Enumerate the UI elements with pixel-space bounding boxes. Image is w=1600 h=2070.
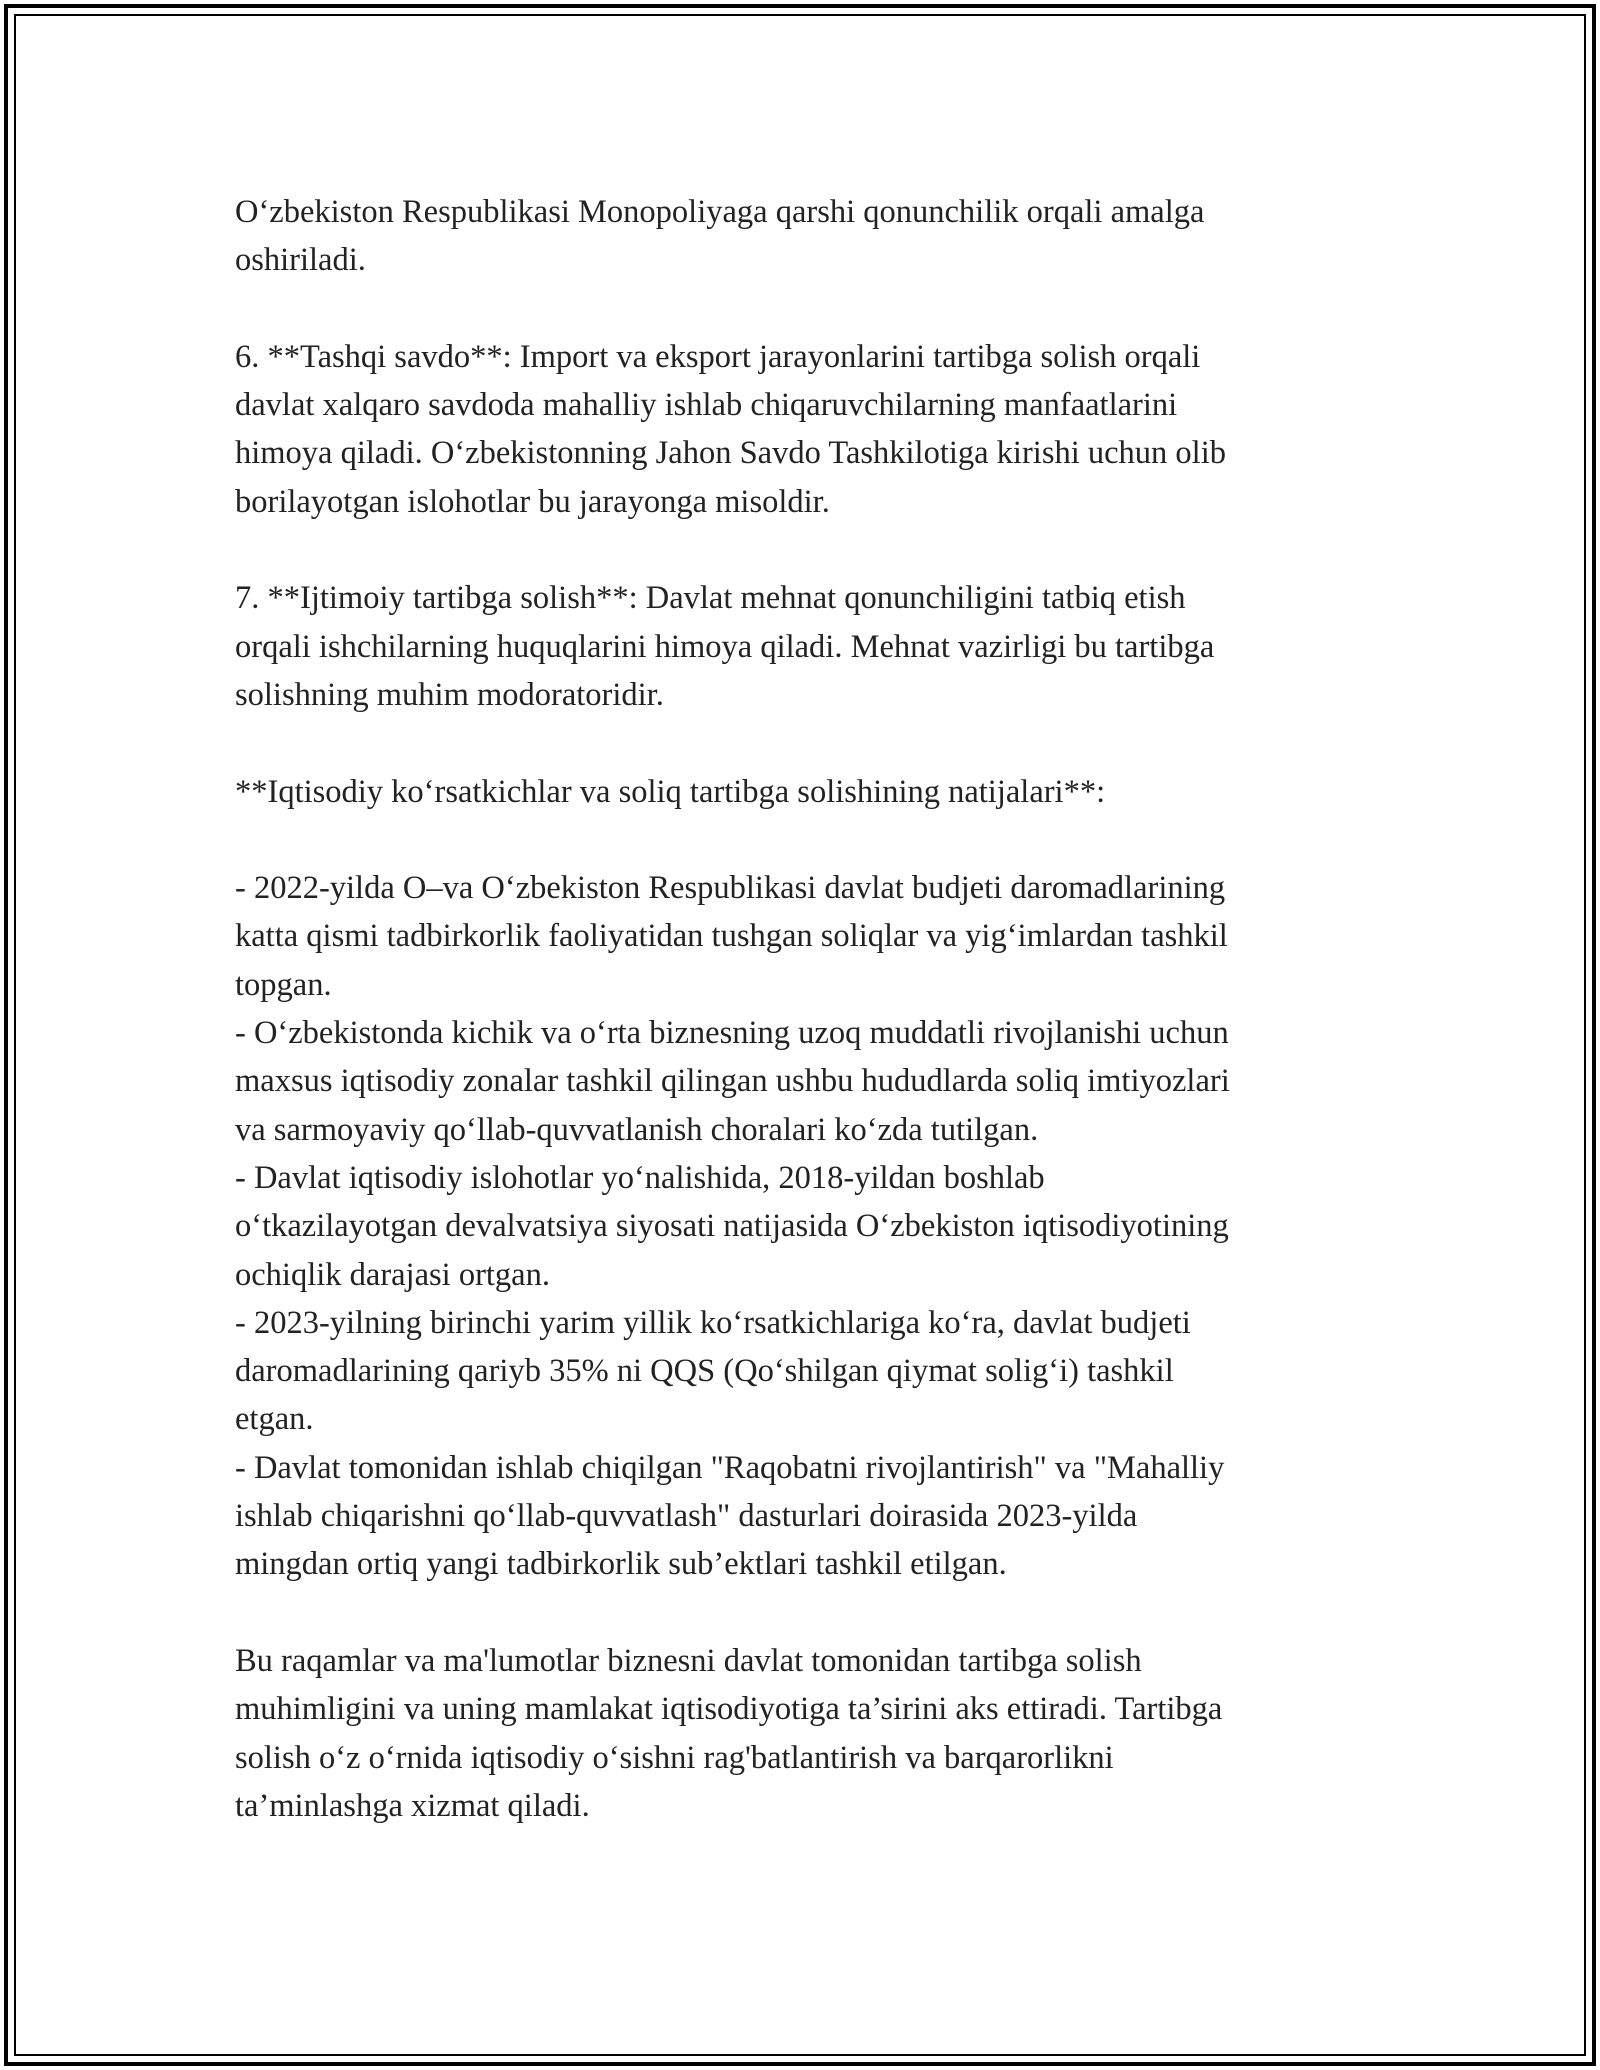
- text-line: - O‘zbekistonda kichik va o‘rta biznesning uzoq muddatli rivojlanishi uchun: [235, 1015, 1229, 1052]
- text-line: topgan.: [235, 966, 332, 1003]
- text-line: daromadlarining qariyb 35% ni QQS (Qo‘shilgan qiymat solig‘i) tashkil: [235, 1353, 1174, 1390]
- bullet-list: [235, 864, 1385, 1588]
- text-line: himoya qiladi. O‘zbekistonning Jahon Savdo Tashkilotiga kirishi uchun olib: [235, 435, 1226, 472]
- text-line: o‘tkazilayotgan devalvatsiya siyosati natijasida O‘zbekiston iqtisodiyotining: [235, 1208, 1229, 1245]
- item-7-paragraph: [235, 574, 1385, 719]
- text-line: oshiriladi.: [235, 242, 366, 279]
- text-line: solish o‘z o‘rnida iqtisodiy o‘sishni rag'batlantirish va barqarorlikni: [235, 1739, 1114, 1776]
- text-line: katta qismi tadbirkorlik faoliyatidan tushgan soliqlar va yig‘imlardan tashkil: [235, 918, 1228, 955]
- conclusion-paragraph: [235, 1637, 1385, 1830]
- text-line: O‘zbekiston Respublikasi Monopoliyaga qarshi qonunchilik orqali amalga: [235, 194, 1205, 230]
- text-line: mingdan ortiq yangi tadbirkorlik sub’ektlari tashkil etilgan.: [235, 1546, 1007, 1583]
- text-line: davlat xalqaro savdoda mahalliy ishlab chiqaruvchilarning manfaatlarini: [235, 387, 1178, 424]
- text-line: 7. **Ijtimoiy tartibga solish**: Davlat mehnat qonunchiligini tatbiq etish: [235, 580, 1186, 617]
- document-body: [235, 188, 1385, 1830]
- text-line: - Davlat iqtisodiy islohotlar yo‘nalishida, 2018-yildan boshlab: [235, 1159, 1045, 1196]
- text-line: etgan.: [235, 1401, 314, 1438]
- text-line: - Davlat tomonidan ishlab chiqilgan "Raqobatni rivojlantirish" va "Mahalliy: [235, 1449, 1225, 1486]
- intro-paragraph: [235, 188, 1385, 285]
- text-line: maxsus iqtisodiy zonalar tashkil qilingan ushbu hududlarda soliq imtiyozlari: [235, 1063, 1230, 1100]
- text-line: ishlab chiqarishni qo‘llab-quvvatlash" dasturlari doirasida 2023-yilda: [235, 1498, 1138, 1535]
- text-line: va sarmoyaviy qo‘llab-quvvatlanish choralari ko‘zda tutilgan.: [235, 1111, 1039, 1148]
- text-line: Bu raqamlar va ma'lumotlar biznesni davlat tomonidan tartibga solish: [235, 1642, 1142, 1679]
- text-line: muhimligini va uning mamlakat iqtisodiyotiga ta’sirini aks ettiradi. Tartibga: [235, 1691, 1223, 1728]
- section-heading: **Iqtisodiy ko‘rsatkichlar va soliq tartibga solishining natijalari**:: [235, 773, 1106, 810]
- item-6-paragraph: [235, 333, 1385, 526]
- text-line: ochiqlik darajasi ortgan.: [235, 1256, 550, 1293]
- text-line: solishning muhim modoratoridir.: [235, 676, 664, 713]
- text-line: - 2022-yilda O–va O‘zbekiston Respublikasi davlat budjeti daromadlarining: [235, 870, 1226, 907]
- text-line: - 2023-yilning birinchi yarim yillik ko‘rsatkichlariga ko‘ra, davlat budjeti: [235, 1304, 1191, 1341]
- text-line: orqali ishchilarning huquqlarini himoya qiladi. Mehnat vazirligi bu tartibga: [235, 628, 1215, 665]
- text-line: 6. **Tashqi savdo**: Import va eksport jarayonlarini tartibga solish orqali: [235, 338, 1201, 375]
- text-line: borilayotgan islohotlar bu jarayonga misoldir.: [235, 483, 830, 520]
- text-line: ta’minlashga xizmat qiladi.: [235, 1787, 590, 1824]
